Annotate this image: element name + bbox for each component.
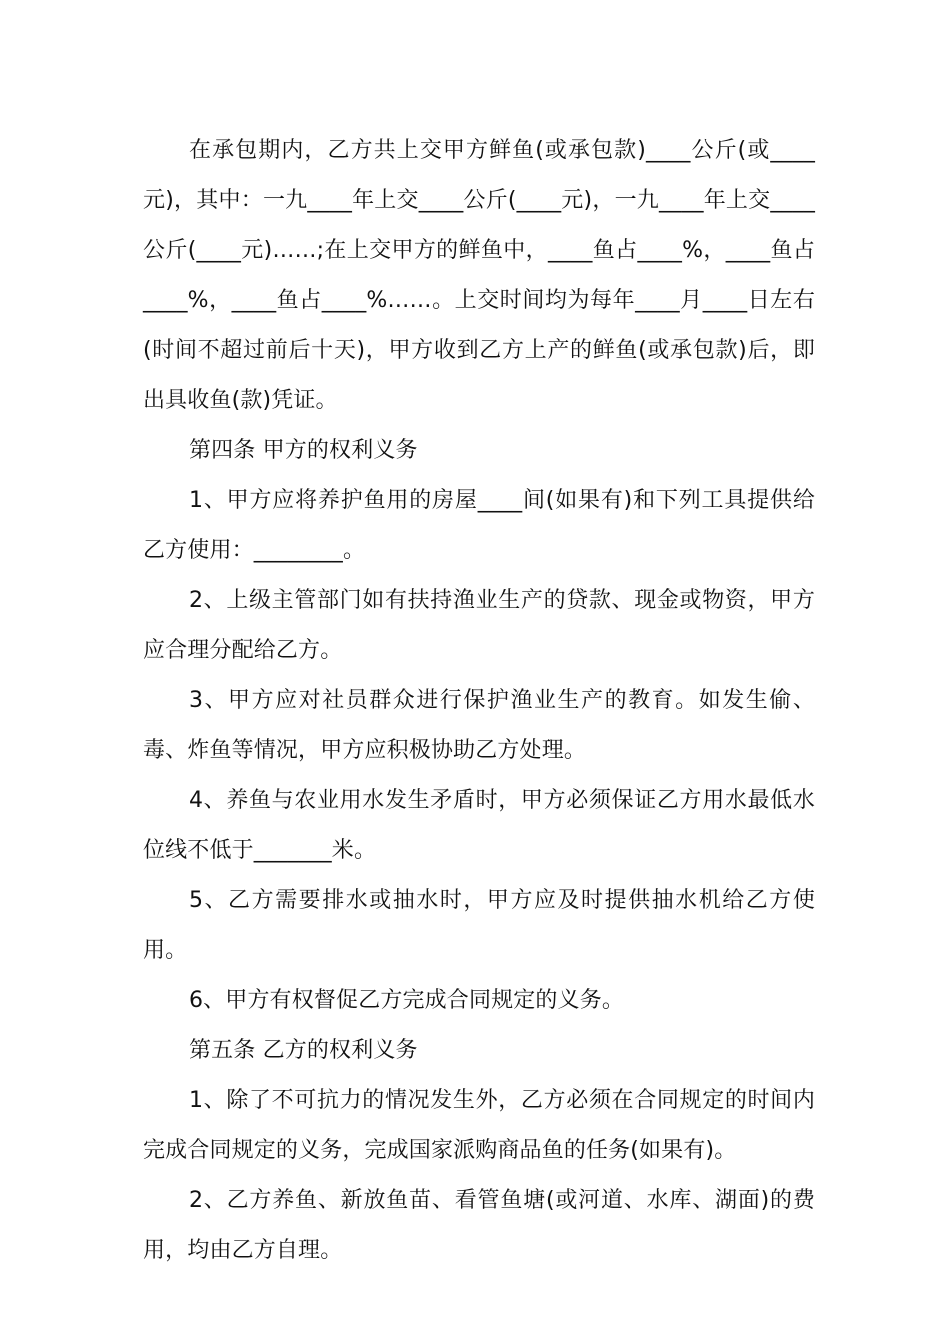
article-4-item-1: 1、甲方应将养护鱼用的房屋____间(如果有)和下列工具提供给乙方使用：________。 — [143, 488, 815, 563]
paragraph-delivery-terms: 在承包期内，乙方共上交甲方鲜鱼(或承包款)____公斤(或____元)，其中：一九____年上交____公斤(____元)，一九____年上交____公斤(____元)……;在上交甲方的鲜鱼中，____鱼占____%，____鱼占____%，____鱼占____%……。上交时间均为每年____月____日左右(时间不超过前后十天)，甲方收到乙方上产的鲜鱼(或承包款)后，即出具收鱼(款)凭证。 — [143, 138, 815, 413]
article-4-item-4: 4、养鱼与农业用水发生矛盾时，甲方必须保证乙方用水最低水位线不低于_______米。 — [143, 788, 815, 863]
article-4-item-6: 6、甲方有权督促乙方完成合同规定的义务。 — [189, 988, 624, 1013]
heading-article-5: 第五条 乙方的权利义务 — [189, 1038, 418, 1063]
article-5-item-1: 1、除了不可抗力的情况发生外，乙方必须在合同规定的时间内完成合同规定的义务，完成国家派购商品鱼的任务(如果有)。 — [143, 1088, 815, 1163]
article-5-item-2: 2、乙方养鱼、新放鱼苗、看管鱼塘(或河道、水库、湖面)的费用，均由乙方自理。 — [143, 1188, 815, 1263]
heading-article-4: 第四条 甲方的权利义务 — [189, 438, 418, 463]
article-4-item-2: 2、上级主管部门如有扶持渔业生产的贷款、现金或物资，甲方应合理分配给乙方。 — [143, 588, 815, 663]
document-body — [143, 126, 815, 1276]
article-4-item-5: 5、乙方需要排水或抽水时，甲方应及时提供抽水机给乙方使用。 — [143, 888, 815, 963]
article-4-item-3: 3、甲方应对社员群众进行保护渔业生产的教育。如发生偷、毒、炸鱼等情况，甲方应积极协助乙方处理。 — [143, 688, 815, 763]
